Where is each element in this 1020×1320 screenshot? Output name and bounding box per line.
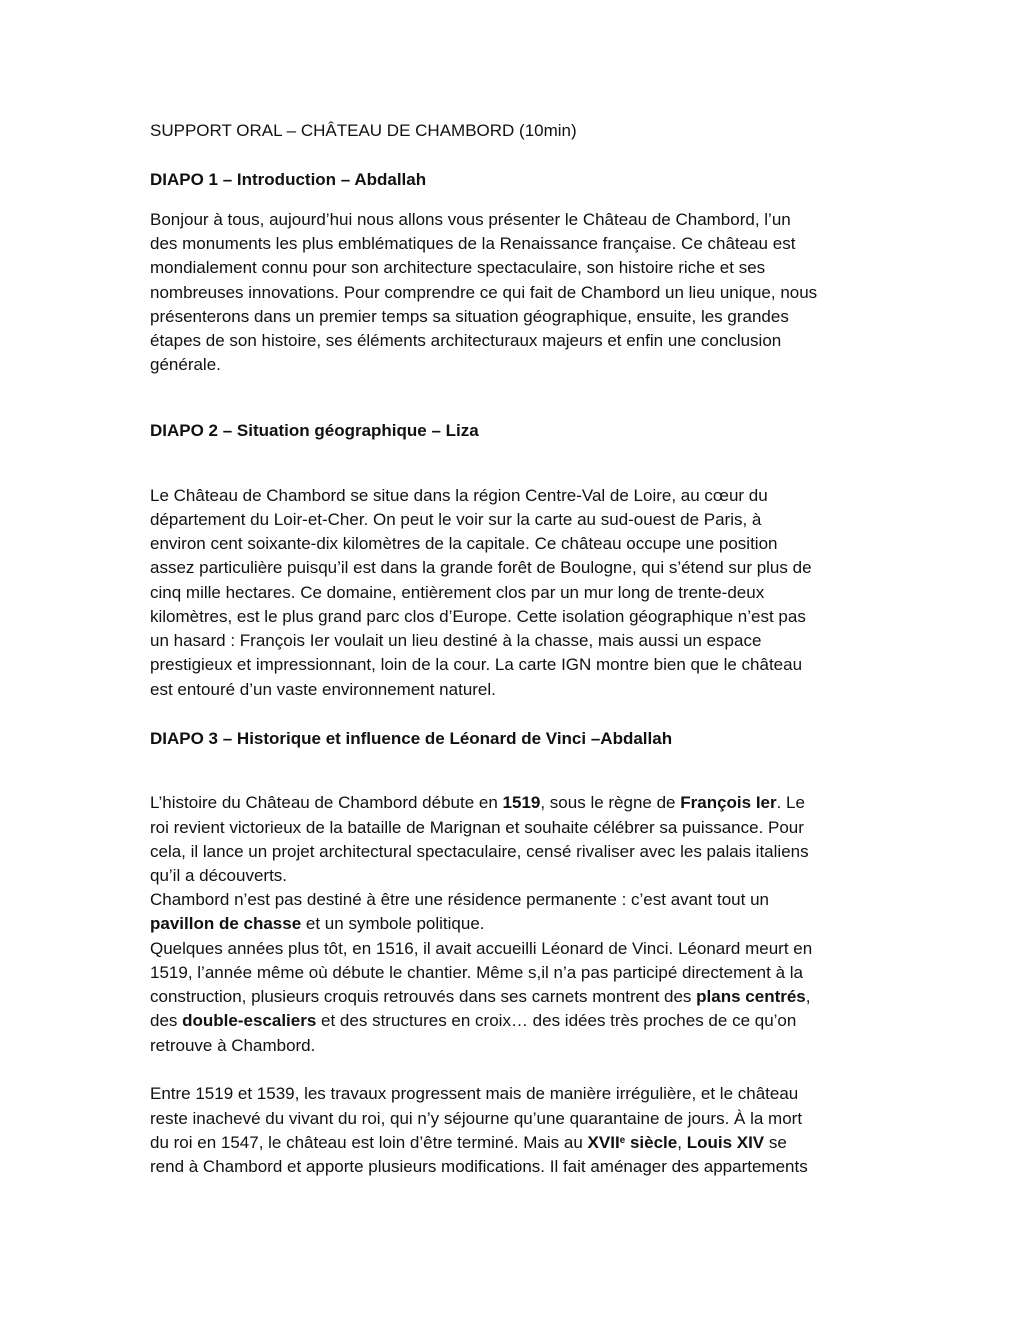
slide3-heading: DIAPO 3 – Historique et influence de Léonard de Vinci –Abdallah [150, 729, 673, 748]
paragraph-line: mondialement connu pour son architecture spectaculaire, son histoire riche et ses [150, 258, 766, 277]
paragraph-line: Bonjour à tous, aujourd’hui nous allons vous présenter le Château de Chambord, l’un [150, 210, 791, 229]
paragraph-line: cela, il lance un projet architectural spectaculaire, censé rivaliser avec les palais italiens [150, 842, 809, 861]
text-run: L’histoire du Château de Chambord débute en [150, 793, 503, 812]
slide1-heading: DIAPO 1 – Introduction – Abdallah [150, 170, 427, 189]
paragraph-line: Le Château de Chambord se situe dans la région Centre-Val de Loire, au cœur du [150, 486, 768, 505]
paragraph-line: prestigieux et impressionnant, loin de la cour. La carte IGN montre bien que le château [150, 655, 803, 674]
paragraph-line: assez particulière puisqu’il est dans la grande forêt de Boulogne, qui s’étend sur plus de [150, 558, 812, 577]
text-run: construction, plusieurs croquis retrouvés dans ses carnets montrent des [150, 987, 697, 1006]
paragraph-line: nombreuses innovations. Pour comprendre ce qui fait de Chambord un lieu unique, nous [150, 283, 818, 302]
text-run: , sous le règne de [540, 793, 681, 812]
text-run: et des structures en croix… des idées très proches de ce qu’on [316, 1011, 797, 1030]
paragraph-line: un hasard : François Ier voulait un lieu destiné à la chasse, mais aussi un espace [150, 631, 762, 650]
text-run: des [150, 1011, 183, 1030]
bold-term: pavillon de chasse [150, 914, 302, 933]
paragraph-line [150, 791, 805, 815]
bold-year: 1519 [502, 793, 541, 812]
paragraph-line: présenterons dans un premier temps sa situation géographique, ensuite, les grandes [150, 307, 789, 326]
paragraph-line: retrouve à Chambord. [150, 1036, 316, 1055]
text-run: se [764, 1133, 787, 1152]
text-run: et un symbole politique. [301, 914, 485, 933]
paragraph-line: cinq mille hectares. Ce domaine, entièrement clos par un mur long de trente-deux [150, 583, 765, 602]
bold-term: double-escaliers [182, 1011, 317, 1030]
bold-king: Louis XIV [686, 1133, 765, 1152]
slide2-heading: DIAPO 2 – Situation géographique – Liza [150, 421, 479, 440]
paragraph-line [150, 912, 485, 936]
paragraph-line: est entouré d’un vaste environnement naturel. [150, 680, 496, 699]
text-run: du roi en 1547, le château est loin d’être terminé. Mais au [150, 1133, 588, 1152]
paragraph-line [150, 985, 811, 1009]
paragraph-line: étapes de son histoire, ses éléments architecturaux majeurs et enfin une conclusion [150, 331, 782, 350]
paragraph-line: Quelques années plus tôt, en 1516, il avait accueilli Léonard de Vinci. Léonard meurt en [150, 939, 813, 958]
text-run: siècle [625, 1133, 678, 1152]
bold-king: François Ier [680, 793, 777, 812]
text-run: XVII [587, 1133, 620, 1152]
paragraph-line: environ cent soixante-dix kilomètres de la capitale. Ce château occupe une position [150, 534, 778, 553]
paragraph-line: kilomètres, est le plus grand parc clos d’Europe. Cette isolation géographique n’est pas [150, 607, 806, 626]
paragraph-line: 1519, l’année même où débute le chantier. Même s,il n’a pas participé directement à la [150, 963, 803, 982]
bold-term: plans centrés [696, 987, 806, 1006]
paragraph-line: qu’il a découverts. [150, 866, 288, 885]
document-title: SUPPORT ORAL – CHÂTEAU DE CHAMBORD (10min) [150, 121, 577, 140]
paragraph-line: roi revient victorieux de la bataille de Marignan et souhaite célébrer sa puissance. Pour [150, 818, 804, 837]
text-run: . Le [776, 793, 805, 812]
paragraph-line: Chambord n’est pas destiné à être une résidence permanente : c’est avant tout un [150, 890, 769, 909]
paragraph-line: reste inachevé du vivant du roi, qui n’y séjourne qu’une quarantaine de jours. À la mort [150, 1109, 803, 1128]
paragraph-line: département du Loir-et-Cher. On peut le voir sur la carte au sud-ouest de Paris, à [150, 510, 762, 529]
superscript: e [619, 1135, 626, 1146]
paragraph-line: des monuments les plus emblématiques de la Renaissance française. Ce château est [150, 234, 796, 253]
paragraph-line: rend à Chambord et apporte plusieurs modifications. Il fait aménager des appartements [150, 1157, 808, 1176]
text-run: , [805, 987, 811, 1006]
bold-century [588, 1133, 678, 1152]
paragraph-line [150, 1131, 787, 1155]
paragraph-line: générale. [150, 355, 221, 374]
paragraph-line: Entre 1519 et 1539, les travaux progressent mais de manière irrégulière, et le château [150, 1084, 799, 1103]
paragraph-line [150, 1009, 796, 1033]
text-run: , [677, 1133, 687, 1152]
